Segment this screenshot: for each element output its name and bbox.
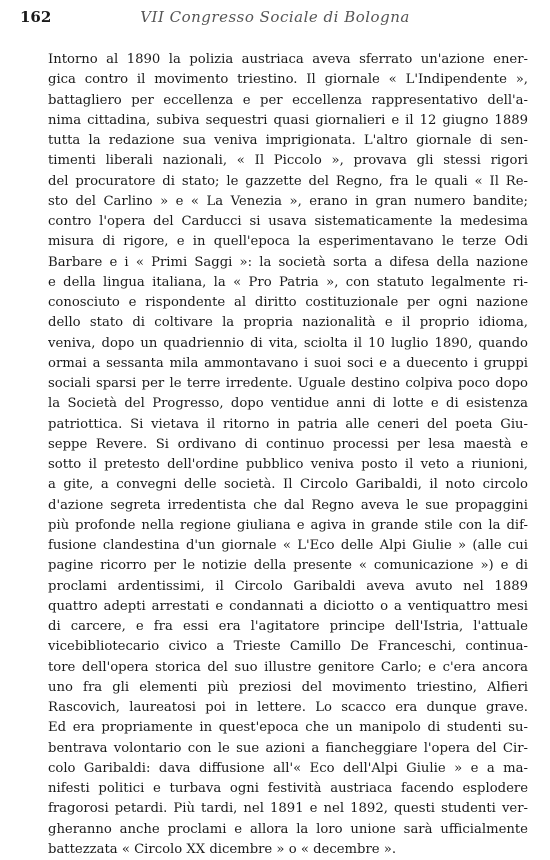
text-line: pagine ricorro per le notizie della presente « comunicazione ») e di — [48, 558, 528, 574]
text-line: vicebibliotecario civico a Trieste Camillo De Franceschi, continua- — [48, 639, 528, 655]
text-line: a gite, a convegni delle società. Il Circolo Garibaldi, il noto circolo — [48, 477, 528, 493]
text-line: nima cittadina, subiva sequestri quasi giornalieri e il 12 giugno 1889 — [48, 112, 528, 128]
text-line: gheranno anche proclami e allora la loro unione sarà ufficialmente — [48, 821, 528, 837]
running-head: VII Congresso Sociale di Bologna — [140, 8, 410, 26]
text-line: veniva, dopo un quadriennio di vita, sciolta il 10 luglio 1890, quando — [48, 335, 528, 351]
text-line: contro l'opera del Carducci si usava sistematicamente la medesima — [48, 214, 528, 229]
text-line: Ed era propriamente in quest'epoca che un manipolo di studenti su- — [48, 720, 528, 736]
text-line: sotto il pretesto dell'ordine pubblico veniva posto il veto a riunioni, — [48, 457, 528, 472]
text-line: gica contro il movimento triestino. Il giornale « L'Indipendente », — [48, 72, 528, 88]
text-line: quattro adepti arrestati e condannati a diciotto o a ventiquattro mesi — [48, 598, 528, 614]
text-line: bentrava volontario con le sue azioni a fiancheggiare l'opera del Cir- — [48, 740, 528, 756]
text-line: conosciuto e rispondente al diritto costituzionale per ogni nazione — [48, 295, 528, 310]
text-line: seppe Revere. Si ordivano di continuo processi per lesa maestà e — [48, 436, 528, 452]
text-line: colo Garibaldi: dava diffusione all'« Eco dell'Alpi Giulie » e a ma- — [48, 760, 528, 776]
text-line: dello stato di coltivare la propria nazionalità e il proprio idioma, — [48, 315, 528, 331]
text-line: tutta la redazione sua veniva imprigionata. L'altro giornale di sen- — [48, 133, 528, 148]
body-text — [48, 50, 528, 860]
text-line: Rascovich, laureatosi poi in lettere. Lo scacco era dunque grave. — [48, 700, 528, 715]
text-line: patriottica. Si vietava il ritorno in patria alle ceneri del poeta Giu- — [48, 416, 528, 432]
page-header — [10, 8, 540, 30]
text-line: Barbare e i « Primi Saggi »: la società sorta a difesa della nazione — [48, 254, 528, 270]
text-line: sociali sparsi per le terre irredente. Uguale destino colpiva poco dopo — [48, 376, 528, 391]
text-line: timenti liberali nazionali, « Il Piccolo », provava gli stessi rigori — [48, 153, 528, 169]
page-number: 162 — [20, 8, 52, 26]
text-line: nifesti politici e turbava ogni festività austriaca facendo esplodere — [48, 781, 528, 796]
text-line: di carcere, e fra essi era l'agitatore principe dell'Istria, l'attuale — [48, 619, 528, 634]
text-line: più profonde nella regione giuliana e agiva in grande stile con la dif- — [48, 517, 528, 533]
text-line: Intorno al 1890 la polizia austriaca aveva sferrato un'azione ener- — [48, 52, 528, 67]
text-line: uno fra gli elementi più preziosi del movimento triestino, Alfieri — [48, 679, 528, 695]
text-line: proclami ardentissimi, il Circolo Garibaldi aveva avuto nel 1889 — [48, 578, 528, 594]
text-line: battezzata « Circolo XX dicembre » o « decembre ». — [48, 841, 397, 857]
text-line: fusione clandestina d'un giornale « L'Eco delle Alpi Giulie » (alle cui — [48, 538, 528, 553]
text-line: la Società del Progresso, dopo ventidue anni di lotte e di esistenza — [48, 396, 528, 412]
text-line: sto del Carlino » e « La Venezia », erano in gran numero bandite; — [48, 193, 528, 209]
text-line: ormai a sessanta mila ammontavano i suoi soci e a duecento i gruppi — [48, 355, 528, 371]
text-line: fragorosi petardi. Più tardi, nel 1891 e nel 1892, questi studenti ver- — [48, 801, 528, 817]
text-line: del procuratore di stato; le gazzette del Regno, fra le quali « Il Re- — [48, 173, 528, 189]
text-line: d'azione segreta irredentista che dal Regno aveva le sue propaggini — [48, 497, 528, 513]
text-line: e della lingua italiana, la « Pro Patria », con statuto legalmente ri- — [48, 274, 528, 290]
text-line: battagliero per eccellenza e per eccellenza rappresentativo dell'a- — [48, 92, 528, 108]
text-line: misura di rigore, e in quell'epoca la esperimentavano le terze Odi — [48, 234, 528, 250]
text-line: tore dell'opera storica del suo illustre genitore Carlo; e c'era ancora — [48, 659, 528, 675]
